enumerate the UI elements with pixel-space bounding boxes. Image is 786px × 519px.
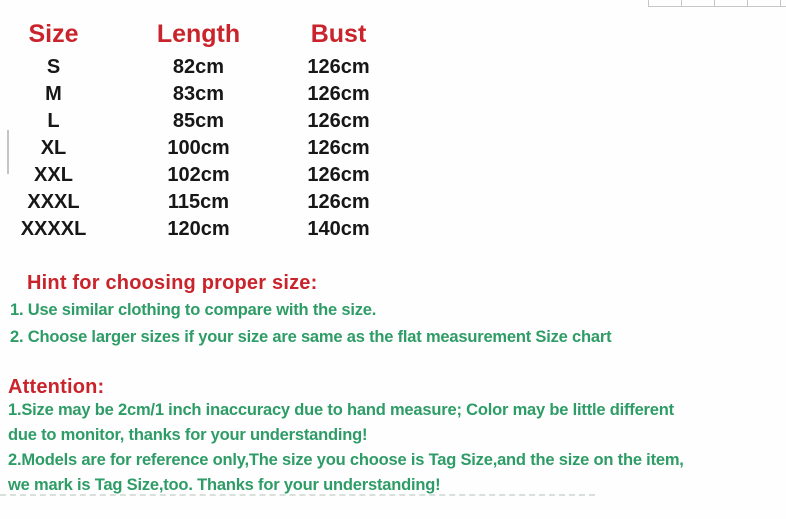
bottom-line-artifact — [0, 494, 595, 496]
column-header-bust: Bust — [310, 19, 367, 48]
size-cell: L — [47, 110, 60, 132]
bust-cell: 126cm — [307, 56, 370, 78]
table-row — [6, 189, 381, 216]
length-cell: 102cm — [167, 164, 230, 186]
length-cell: 83cm — [172, 83, 225, 105]
bust-cell: 126cm — [307, 164, 370, 186]
table-row — [6, 54, 381, 81]
attention-line-4: we mark is Tag Size,too. Thanks for your understanding! — [8, 476, 441, 494]
hint-title: Hint for choosing proper size: — [27, 272, 318, 294]
attention-body — [8, 398, 684, 498]
bust-cell: 140cm — [307, 218, 370, 240]
table-row — [6, 81, 381, 108]
length-cell: 120cm — [167, 218, 230, 240]
bust-cell: 126cm — [307, 137, 370, 159]
attention-line-1: 1.Size may be 2cm/1 inch inaccuracy due to hand measure; Color may be little different — [8, 401, 674, 419]
length-cell: 85cm — [172, 110, 225, 132]
column-header-size: Size — [28, 19, 79, 48]
bust-cell: 126cm — [307, 191, 370, 213]
table-row — [6, 216, 381, 243]
table-row — [6, 108, 381, 135]
table-row — [6, 162, 381, 189]
attention-title: Attention: — [8, 376, 105, 398]
size-cell: M — [45, 83, 62, 105]
size-cell: XXL — [34, 164, 73, 186]
length-cell: 100cm — [167, 137, 230, 159]
attention-line-2: due to monitor, thanks for your understanding! — [8, 426, 368, 444]
grid-tick — [714, 0, 715, 6]
size-cell: XXXL — [27, 191, 80, 213]
bust-cell: 126cm — [307, 110, 370, 132]
size-cell: XXXXL — [20, 218, 87, 240]
grid-tick — [681, 0, 682, 6]
bust-cell: 126cm — [307, 83, 370, 105]
size-table-header-row — [6, 14, 381, 54]
column-header-length: Length — [156, 19, 241, 48]
hint-line-1: 1. Use similar clothing to compare with the size. — [10, 301, 377, 319]
size-cell: XL — [40, 137, 67, 159]
size-cell: S — [46, 56, 61, 78]
hint-line-2: 2. Choose larger sizes if your size are same as the flat measurement Size chart — [10, 328, 612, 346]
size-table — [6, 14, 381, 243]
length-cell: 82cm — [172, 56, 225, 78]
table-row — [6, 135, 381, 162]
grid-tick — [747, 0, 748, 6]
grid-tick — [648, 0, 649, 6]
length-cell: 115cm — [167, 191, 230, 213]
attention-line-3: 2.Models are for reference only,The size you choose is Tag Size,and the size on the item, — [8, 451, 684, 469]
grid-tick — [780, 0, 781, 6]
cropped-table-grid-fragment — [648, 0, 786, 7]
